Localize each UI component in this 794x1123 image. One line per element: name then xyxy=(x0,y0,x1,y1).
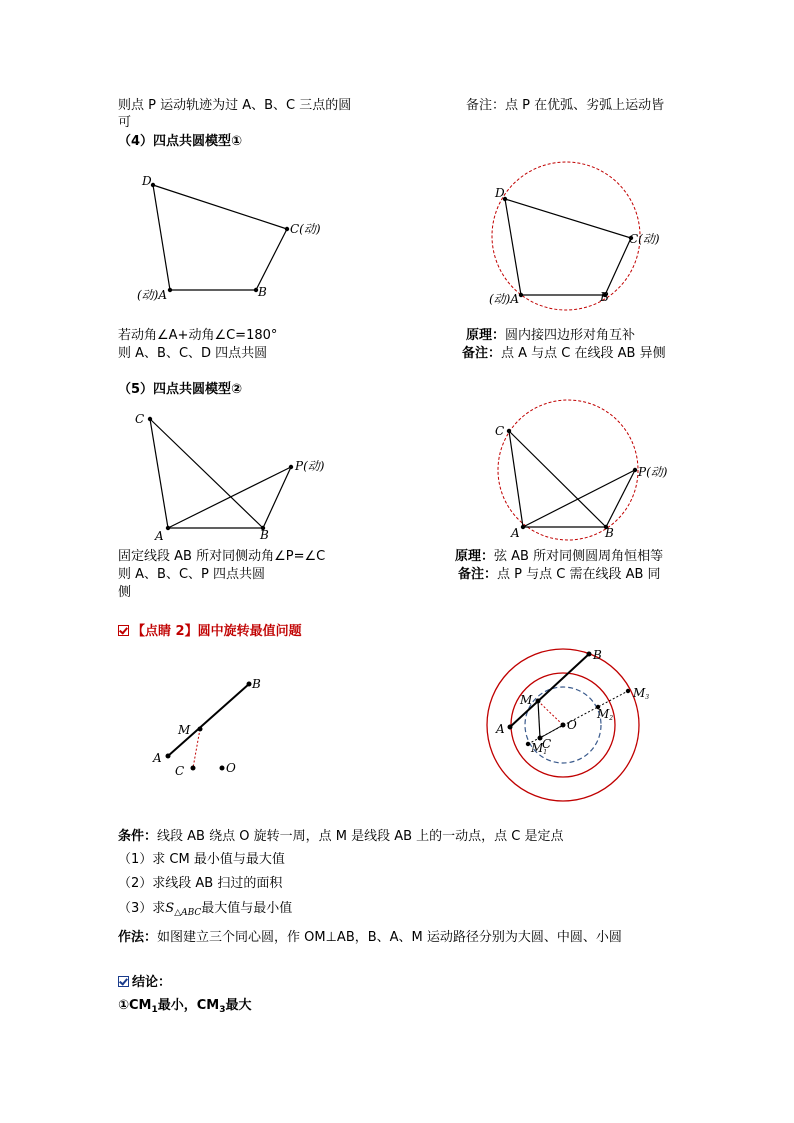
s4-label-B: B xyxy=(258,285,267,299)
k2-label-M: M xyxy=(178,723,191,737)
checkbox-icon xyxy=(118,976,129,987)
k2r-label-A: A xyxy=(496,722,505,736)
k2-label-A: A xyxy=(153,751,162,765)
top-left-line1: 则点 P 运动轨迹为过 A、B、C 三点的圆 xyxy=(118,98,352,113)
section4-heading: （4）四点共圆模型① xyxy=(118,134,243,149)
s4r-label-C: C(动) xyxy=(629,232,660,246)
k2-condition: 条件：线段 AB 绕点 O 旋转一周，点 M 是线段 AB 上的一动点，点 C 是定点 xyxy=(118,829,564,844)
conclusion-title: 结论： xyxy=(118,974,171,992)
s5-principle: 原理：弦 AB 所对同侧圆周角恒相等 xyxy=(455,549,664,564)
s5r-label-C: C xyxy=(495,424,505,438)
s4-label-D: D xyxy=(142,174,152,188)
s4-cond-line2: 则 A、B、C、D 四点共圆 xyxy=(118,346,268,361)
s5-label-C: C xyxy=(135,412,145,426)
section5-heading: （5）四点共圆模型② xyxy=(118,382,243,397)
s4r-label-A: (动)A xyxy=(489,292,520,306)
k2-label-B: B xyxy=(252,677,261,691)
k2r-label-M2: M2 xyxy=(597,707,614,722)
s4-cond-line1: 若动角∠A+动角∠C=180° xyxy=(118,328,278,343)
k2-method: 作法：如图建立三个同心圆，作 OM⊥AB，B、A、M 运动路径分别为大圆、中圆、小圆 xyxy=(118,930,622,945)
k2r-label-B: B xyxy=(593,648,602,662)
k2-q1: （1）求 CM 最小值与最大值 xyxy=(118,852,285,867)
s4r-label-B: B xyxy=(600,290,609,304)
s4-label-A: (动)A xyxy=(137,288,168,302)
k2-q2: （2）求线段 AB 扫过的面积 xyxy=(118,876,283,891)
conclusion-line1: $①CM_1$最小，$CM_3$最大 xyxy=(118,998,252,1015)
s4-note: 备注：点 A 与点 C 在线段 AB 异侧 xyxy=(462,346,666,361)
s5r-label-A: A xyxy=(511,526,520,540)
s5-cond-line2: 则 A、B、C、P 四点共圆 xyxy=(118,567,265,582)
k2-q3: （3）求$S_{\triangle ABC}$最大值与最小值 xyxy=(118,901,293,918)
k2r-label-M: M xyxy=(520,693,533,707)
top-left-line2: 可 xyxy=(118,115,132,130)
k2-label-C: C xyxy=(175,764,185,778)
key2-title: 【点睛 2】圆中旋转最值问题 xyxy=(118,623,302,641)
s5-label-B: B xyxy=(260,528,269,542)
s4-principle: 原理：圆内接四边形对角互补 xyxy=(466,328,636,343)
k2r-label-O: O xyxy=(567,718,577,732)
k2-label-O: O xyxy=(226,761,236,775)
s5-cond-line3: 侧 xyxy=(118,585,132,600)
s4r-label-D: D xyxy=(495,186,505,200)
s5-note: 备注：点 P 与点 C 需在线段 AB 同 xyxy=(458,567,661,582)
top-right-note: 备注：点 P 在优弧、劣弧上运动皆 xyxy=(466,98,665,113)
s5r-label-P: P(动) xyxy=(638,465,668,479)
s5-cond-line1: 固定线段 AB 所对同侧动角∠P=∠C xyxy=(118,549,326,564)
s4-label-C: C(动) xyxy=(290,222,321,236)
k2r-label-M3: M3 xyxy=(633,686,650,701)
k2r-label-C: C xyxy=(542,737,552,751)
s5-label-A: A xyxy=(155,529,164,543)
k2r-label-M1: M1 xyxy=(531,741,548,756)
s5-label-P: P(动) xyxy=(295,459,325,473)
s5r-label-B: B xyxy=(605,526,614,540)
